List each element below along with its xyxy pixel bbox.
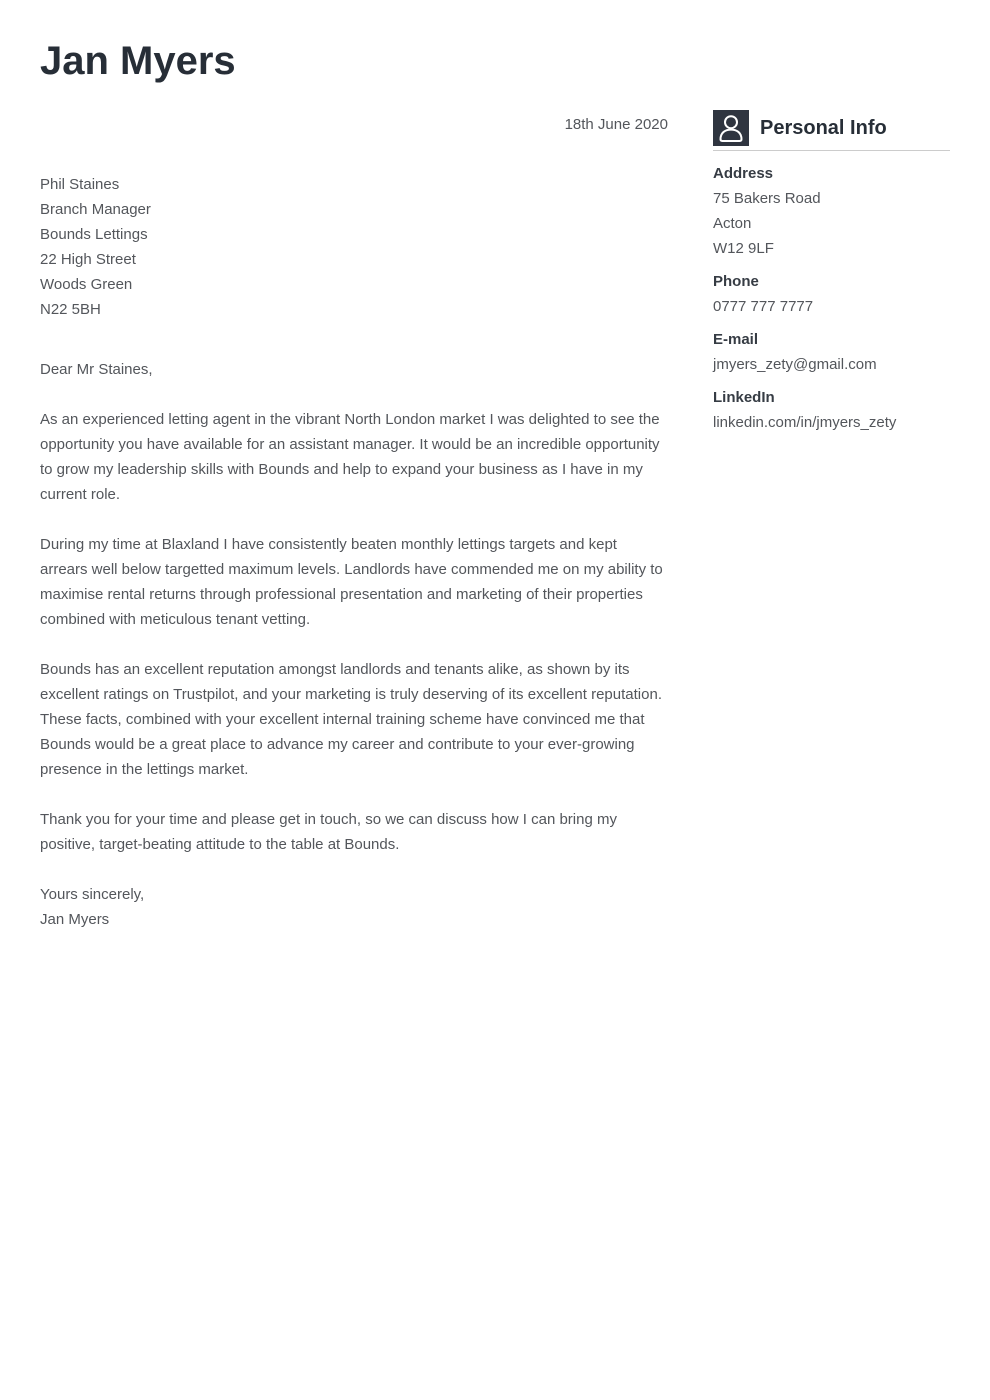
letter-paragraph-4: Thank you for your time and please get in touch, so we can discuss how I can bring my positive, target-beating attitude to the table at Bounds. [40, 811, 617, 853]
field-address [713, 161, 950, 261]
letter-paragraph-2: During my time at Blaxland I have consistently beaten monthly lettings targets and kept arrears well below targetted maximum levels. Landlords have commended me on my ability to maximise rental returns through professional presentation and marketing of their properties combined with meticulous tenant vetting. [40, 536, 663, 628]
field-phone-label: Phone [713, 273, 759, 290]
personal-info-header [713, 110, 950, 151]
recipient-name: Phil Staines [40, 176, 120, 193]
letter-date: 18th June 2020 [564, 116, 668, 133]
content-columns [40, 84, 950, 932]
salutation: Dear Mr Staines, [40, 361, 153, 378]
field-address-label: Address [713, 165, 774, 182]
field-email-label: E-mail [713, 331, 759, 348]
recipient-title: Branch Manager [40, 201, 151, 218]
recipient-company: Bounds Lettings [40, 226, 148, 243]
field-linkedin-label: LinkedIn [713, 389, 775, 406]
field-email-value: jmyers_zety@gmail.com [713, 356, 877, 373]
recipient-address-block [40, 172, 668, 322]
field-phone-value: 0777 777 7777 [713, 298, 814, 315]
field-address-line: 75 Bakers Road [713, 190, 821, 207]
letter-paragraph-1: As an experienced letting agent in the vibrant North London market I was delighted to see the opportunity you have available for an assistant manager. It would be an incredible opportunity to grow my leadership skills with Bounds and help to expand your business as I have in my current role. [40, 411, 660, 503]
recipient-street: 22 High Street [40, 251, 136, 268]
field-linkedin [713, 385, 950, 435]
field-phone [713, 269, 950, 319]
field-email [713, 327, 950, 377]
sidebar-title: Personal Info [760, 117, 887, 139]
field-linkedin-value: linkedin.com/in/jmyers_zety [713, 414, 897, 431]
signature-name: Jan Myers [40, 911, 110, 928]
person-icon [713, 110, 749, 146]
page-title: Jan Myers [40, 39, 236, 83]
field-address-line: Acton [713, 215, 752, 232]
letter-paragraph-3: Bounds has an excellent reputation amongst landlords and tenants alike, as shown by its excellent ratings on Trustpilot, and your marketing is truly deserving of its excellent reputation. These facts, combined with your excellent internal training scheme have convinced me that Bounds would be a great place to advance my career and contribute to your ever-growing presence in the lettings market. [40, 661, 662, 778]
letter-column [40, 84, 668, 932]
recipient-postcode: N22 5BH [40, 301, 101, 318]
recipient-city: Woods Green [40, 276, 133, 293]
personal-info-sidebar [713, 84, 950, 435]
closing-block [40, 882, 668, 932]
field-address-line: W12 9LF [713, 240, 774, 257]
closing-phrase: Yours sincerely, [40, 886, 145, 903]
